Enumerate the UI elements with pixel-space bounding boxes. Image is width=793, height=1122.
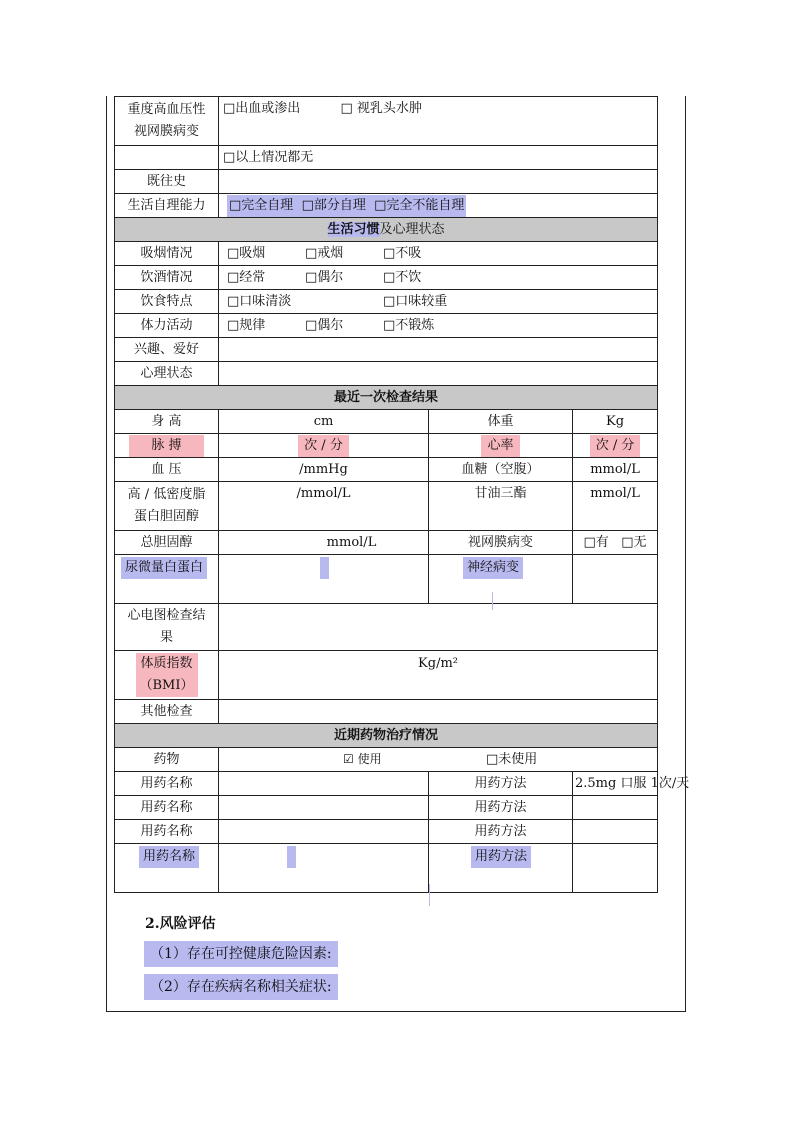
height-value[interactable]: cm [219, 410, 429, 434]
exercise-option-occasional[interactable]: □偶尔 [305, 317, 344, 333]
neuro-label: 神经病变 [463, 557, 523, 579]
row-bmi [115, 651, 658, 700]
retinopathy-options [219, 97, 658, 146]
row-med-2 [115, 796, 658, 820]
chol-label: 总胆固醇 [115, 531, 219, 555]
row-hobby [115, 338, 658, 362]
neuro-value-cell[interactable] [573, 555, 658, 604]
smoking-option-yes[interactable]: □吸烟 [227, 245, 266, 261]
row-lipid [115, 482, 658, 531]
row-chol [115, 531, 658, 555]
risk-section-title: 2.风险评估 [145, 916, 216, 932]
drinking-options [219, 266, 658, 290]
row-other [115, 700, 658, 724]
risk-item-controllable[interactable]: （1）存在可控健康危险因素: [144, 941, 338, 967]
drug-option-nouse[interactable]: □未使用 [486, 752, 538, 767]
albumin-label: 尿微量白蛋白 [121, 557, 207, 579]
albumin-label-cell [115, 555, 219, 604]
empty-cell [115, 146, 219, 170]
selfcare-highlight [227, 195, 466, 217]
med-name-input[interactable] [219, 844, 429, 893]
cursor-marker [287, 846, 296, 868]
row-history [115, 170, 658, 194]
exercise-options [219, 314, 658, 338]
row-med-4 [115, 844, 658, 893]
mental-input[interactable] [219, 362, 658, 386]
tg-value[interactable]: mmol/L [573, 482, 658, 531]
lipid-label: 高 / 低密度脂 蛋白胆固醇 [115, 482, 219, 531]
retino2-option-no[interactable]: □无 [621, 534, 647, 550]
other-label: 其他检查 [115, 700, 219, 724]
row-albumin [115, 555, 658, 604]
row-selfcare [115, 194, 658, 218]
pulse-unit: 次 / 分 [298, 435, 349, 457]
section-exam-title: 最近一次检查结果 [115, 386, 658, 410]
med-method-value[interactable] [573, 796, 658, 820]
drug-option-use[interactable]: ☑ 使用 [343, 752, 382, 766]
pulse-label-cell [115, 434, 219, 458]
other-input[interactable] [219, 700, 658, 724]
hobby-input[interactable] [219, 338, 658, 362]
height-label: 身 高 [115, 410, 219, 434]
health-form-table [114, 96, 690, 893]
heartrate-label-cell [429, 434, 573, 458]
selfcare-option-partial[interactable]: □部分自理 [301, 197, 366, 213]
row-bp [115, 458, 658, 482]
row-diet [115, 290, 658, 314]
med-method-label: 用药方法 [429, 772, 573, 796]
section-lifestyle-title: 生活习惯及心理状态 [115, 218, 658, 242]
med-name-label: 用药名称 [115, 772, 219, 796]
smoking-options [219, 242, 658, 266]
row-exercise [115, 314, 658, 338]
bmi-label-cell [115, 651, 219, 700]
retino2-option-yes[interactable]: □有 [583, 534, 609, 550]
bmi-value[interactable]: Kg/m² [219, 651, 658, 700]
retinopathy-label: 重度高血压性 视网膜病变 [115, 97, 219, 146]
row-med-1 [115, 772, 658, 796]
chol-value[interactable]: mmol/L [219, 531, 429, 555]
row-smoking [115, 242, 658, 266]
heartrate-value-cell[interactable] [573, 434, 658, 458]
highlight-guide-line [429, 884, 430, 906]
hobby-label: 兴趣、爱好 [115, 338, 219, 362]
med-name-input[interactable] [219, 820, 429, 844]
smoking-option-no[interactable]: □不吸 [383, 245, 422, 261]
retino2-options [573, 531, 658, 555]
drinking-option-often[interactable]: □经常 [227, 269, 266, 285]
drinking-label: 饮酒情况 [115, 266, 219, 290]
diet-option-light[interactable]: □口味清淡 [227, 293, 292, 309]
tg-label: 甘油三酯 [429, 482, 573, 531]
row-drug [115, 748, 658, 772]
exercise-option-regular[interactable]: □规律 [227, 317, 266, 333]
section-med [115, 724, 658, 748]
glucose-label: 血糖（空腹） [429, 458, 573, 482]
smoking-option-quit[interactable]: □戒烟 [305, 245, 344, 261]
history-input[interactable] [219, 170, 658, 194]
retino2-label: 视网膜病变 [429, 531, 573, 555]
ecg-label: 心电图检查结 果 [115, 604, 219, 651]
drug-label: 药物 [115, 748, 219, 772]
weight-label: 体重 [429, 410, 573, 434]
med-method-value[interactable] [573, 844, 658, 893]
lipid-value[interactable]: /mmol/L [219, 482, 429, 531]
mental-label: 心理状态 [115, 362, 219, 386]
retinopathy-option-bleeding[interactable]: □出血或渗出 [223, 101, 301, 116]
med-method-label: 用药方法 [429, 820, 573, 844]
albumin-value-cell[interactable] [219, 555, 429, 604]
cursor-marker [320, 557, 329, 579]
drinking-option-occasional[interactable]: □偶尔 [305, 269, 344, 285]
diet-options [219, 290, 658, 314]
smoking-label: 吸烟情况 [115, 242, 219, 266]
heartrate-label: 心率 [481, 435, 519, 457]
retinopathy-option-none[interactable]: □以上情况都无 [219, 146, 658, 170]
risk-item-symptoms[interactable]: （2）存在疾病名称相关症状: [144, 974, 338, 1000]
med-method-label: 用药方法 [471, 846, 531, 868]
pulse-value-cell[interactable] [219, 434, 429, 458]
bp-value[interactable]: /mmHg [219, 458, 429, 482]
selfcare-option-full[interactable]: □完全自理 [229, 197, 294, 213]
med-name-label: 用药名称 [139, 846, 199, 868]
highlight-guide-line [492, 592, 493, 610]
med-name-label-cell [115, 844, 219, 893]
drinking-option-never[interactable]: □不饮 [383, 269, 422, 285]
med-method-label: 用药方法 [429, 796, 573, 820]
row-height-weight [115, 410, 658, 434]
bmi-label: 体质指数 （BMI） [136, 653, 198, 697]
weight-value[interactable]: Kg [573, 410, 658, 434]
neuro-label-cell [429, 555, 573, 604]
history-label: 既往史 [115, 170, 219, 194]
diet-label: 饮食特点 [115, 290, 219, 314]
row-pulse [115, 434, 658, 458]
med-name-label: 用药名称 [115, 796, 219, 820]
ecg-input[interactable] [219, 604, 658, 651]
row-retinopathy [115, 97, 658, 146]
med-name-label: 用药名称 [115, 820, 219, 844]
pulse-label: 脉 搏 [129, 435, 203, 457]
med-method-label-cell [429, 844, 573, 893]
row-med-3 [115, 820, 658, 844]
selfcare-options [219, 194, 658, 218]
med-name-input[interactable] [219, 796, 429, 820]
section-lifestyle [115, 218, 658, 242]
row-ecg [115, 604, 658, 651]
med-name-input[interactable] [219, 772, 429, 796]
diet-option-heavy[interactable]: □口味较重 [383, 293, 448, 309]
exercise-label: 体力活动 [115, 314, 219, 338]
med-method-value[interactable] [573, 820, 658, 844]
glucose-value[interactable]: mmol/L [573, 458, 658, 482]
selfcare-label: 生活自理能力 [115, 194, 219, 218]
heartrate-unit: 次 / 分 [590, 435, 641, 457]
drug-options [219, 748, 658, 772]
section-exam [115, 386, 658, 410]
bp-label: 血 压 [115, 458, 219, 482]
med-method-value[interactable]: 2.5mg 口服 1次/天 [573, 772, 658, 796]
row-retinopathy-none [115, 146, 658, 170]
exercise-option-none[interactable]: □不锻炼 [383, 317, 435, 333]
retinopathy-option-papilledema[interactable]: □ 视乳头水肿 [340, 101, 422, 116]
row-drinking [115, 266, 658, 290]
row-mental [115, 362, 658, 386]
selfcare-option-none[interactable]: □完全不能自理 [374, 197, 465, 213]
section-med-title: 近期药物治疗情况 [115, 724, 658, 748]
